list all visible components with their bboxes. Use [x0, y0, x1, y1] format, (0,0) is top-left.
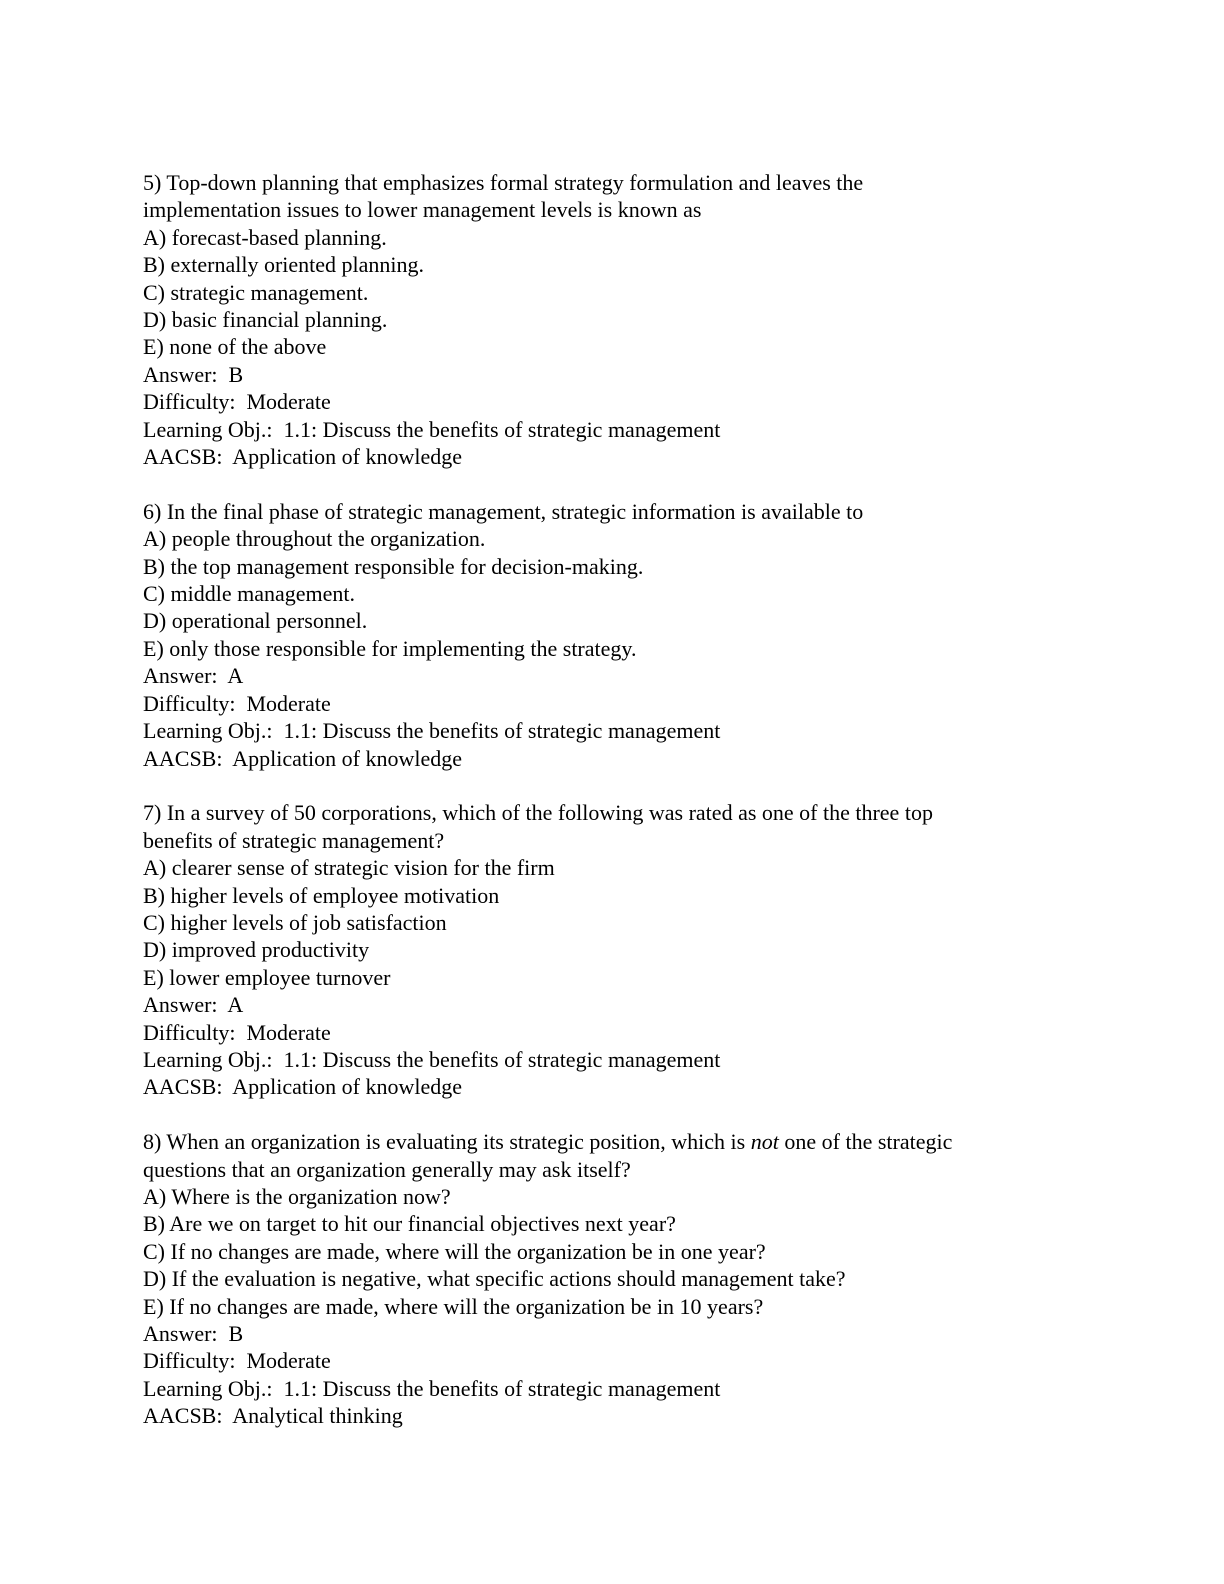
- learning-objective: Learning Obj.: 1.1: Discuss the benefits of strategic management: [143, 718, 721, 744]
- answer-option-d: D) basic financial planning.: [143, 307, 388, 333]
- question-8: [143, 1128, 1143, 1429]
- answer-option-a: A) clearer sense of strategic vision for the firm: [143, 855, 555, 881]
- answer-key: Answer: B: [143, 361, 244, 387]
- question-7: [143, 799, 1143, 1100]
- answer-option-b: B) externally oriented planning.: [143, 252, 425, 278]
- learning-objective: Learning Obj.: 1.1: Discuss the benefits of strategic management: [143, 416, 721, 442]
- answer-option-c: C) strategic management.: [143, 279, 369, 305]
- learning-objective: Learning Obj.: 1.1: Discuss the benefits of strategic management: [143, 1046, 721, 1072]
- aacsb-tag: AACSB: Application of knowledge: [143, 745, 462, 771]
- answer-option-c: C) higher levels of job satisfaction: [143, 909, 447, 935]
- answer-option-b: B) the top management responsible for decision-making.: [143, 553, 644, 579]
- difficulty: Difficulty: Moderate: [143, 389, 331, 415]
- answer-option-b: B) Are we on target to hit our financial objectives next year?: [143, 1211, 676, 1237]
- difficulty: Difficulty: Moderate: [143, 1348, 331, 1374]
- aacsb-tag: AACSB: Analytical thinking: [143, 1403, 403, 1429]
- question-stem-line: 7) In a survey of 50 corporations, which of the following was rated as one of the three top: [143, 800, 933, 826]
- answer-option-c: C) middle management.: [143, 581, 355, 607]
- answer-option-a: A) people throughout the organization.: [143, 526, 486, 552]
- question-stem-emphasis: not: [750, 1129, 779, 1155]
- answer-option-e: E) none of the above: [143, 334, 327, 360]
- question-6: [143, 498, 1143, 772]
- answer-option-b: B) higher levels of employee motivation: [143, 882, 500, 908]
- question-stem-line: [143, 1128, 1143, 1155]
- answer-option-d: D) operational personnel.: [143, 608, 368, 634]
- answer-key: Answer: A: [143, 663, 244, 689]
- answer-option-d: D) If the evaluation is negative, what specific actions should management take?: [143, 1266, 846, 1292]
- answer-option-a: A) forecast-based planning.: [143, 224, 387, 250]
- question-stem-line: questions that an organization generally may ask itself?: [143, 1156, 631, 1182]
- answer-option-a: A) Where is the organization now?: [143, 1183, 451, 1209]
- question-stem-line: benefits of strategic management?: [143, 827, 445, 853]
- learning-objective: Learning Obj.: 1.1: Discuss the benefits of strategic management: [143, 1375, 721, 1401]
- question-stem-text: 8) When an organization is evaluating its strategic position, which is: [143, 1129, 751, 1155]
- difficulty: Difficulty: Moderate: [143, 1019, 331, 1045]
- aacsb-tag: AACSB: Application of knowledge: [143, 444, 462, 470]
- question-stem-line: implementation issues to lower management levels is known as: [143, 197, 702, 223]
- answer-option-c: C) If no changes are made, where will the organization be in one year?: [143, 1238, 766, 1264]
- answer-option-e: E) lower employee turnover: [143, 964, 391, 990]
- aacsb-tag: AACSB: Application of knowledge: [143, 1074, 462, 1100]
- answer-option-e: E) If no changes are made, where will the organization be in 10 years?: [143, 1293, 764, 1319]
- question-5: [143, 169, 1143, 470]
- document-page: [143, 169, 1143, 1457]
- answer-key: Answer: B: [143, 1321, 244, 1347]
- difficulty: Difficulty: Moderate: [143, 690, 331, 716]
- answer-key: Answer: A: [143, 992, 244, 1018]
- question-stem-line: 6) In the final phase of strategic management, strategic information is available to: [143, 498, 864, 524]
- answer-option-d: D) improved productivity: [143, 937, 370, 963]
- answer-option-e: E) only those responsible for implementing the strategy.: [143, 635, 637, 661]
- question-stem-line: 5) Top-down planning that emphasizes formal strategy formulation and leaves the: [143, 170, 864, 195]
- question-stem-text: one of the strategic: [778, 1129, 953, 1155]
